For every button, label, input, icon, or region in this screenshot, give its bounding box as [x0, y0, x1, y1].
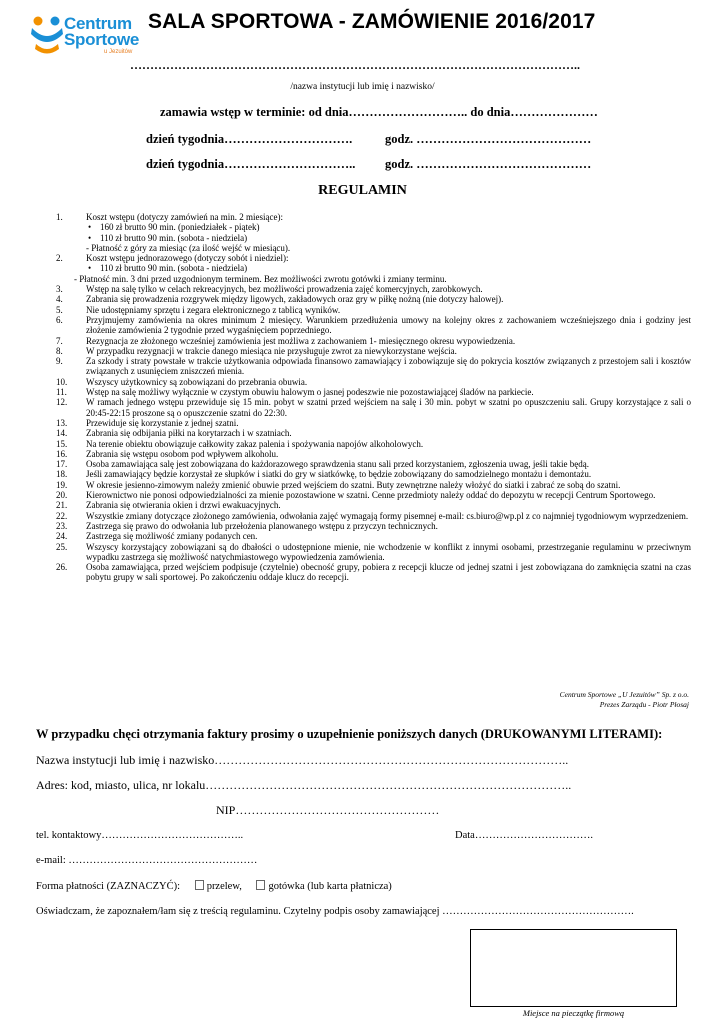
- rule-item: [56, 377, 691, 387]
- rule-text: Koszt wstępu jednorazowego (dotyczy sobót i niedziel):: [86, 253, 289, 264]
- logo-text-sub: u Jezuitów: [104, 49, 133, 55]
- payment-cash-label: gotówka (lub karta płatnicza): [268, 881, 392, 892]
- rule-text: Rezygnacja ze złożonego wcześniej zamówienia jest możliwa z zachowaniem 1- miesięcznego okresu wypowiedzenia.: [86, 335, 516, 346]
- regulamin-list: [56, 212, 691, 583]
- stamp-box[interactable]: [470, 929, 677, 1007]
- stamp-label: Miejsce na pieczątkę firmową: [522, 1008, 625, 1018]
- rule-item: [56, 356, 691, 377]
- logo-text-centrum: Centrum: [64, 14, 132, 33]
- rule-item: [56, 294, 691, 304]
- rule-item: [56, 490, 691, 500]
- rule-text: Zabrania się odbijania piłki na korytarzach i w szatniach.: [86, 428, 292, 439]
- page-title: SALA SPORTOWA - ZAMÓWIENIE 2016/2017: [148, 10, 596, 33]
- rule-number: 7.: [56, 335, 63, 346]
- rule-number: 19.: [56, 479, 68, 490]
- rule-number: 3.: [56, 284, 63, 295]
- rule-number: 18.: [56, 469, 68, 480]
- rule-text: Wszyscy użytkownicy są zobowiązani do przebrania obuwia.: [86, 376, 308, 387]
- term-field[interactable]: zamawia wstęp w terminie: od dnia……………………….. do dnia…………………: [160, 105, 598, 119]
- rule-item: [56, 480, 691, 490]
- rule-number: 22.: [56, 510, 68, 521]
- rule-item: [56, 397, 691, 418]
- rule-text: Zastrzega się prawo do odwołania lub przełożenia planowanego wstępu z przyczyn technicznych.: [86, 520, 438, 531]
- invoice-address-field[interactable]: Adres: kod, miasto, ulica, nr lokalu………………………………………………………………………………..: [36, 778, 572, 792]
- regulamin-title: REGULAMIN: [318, 183, 407, 198]
- payment-method-label: Forma płatności (ZAZNACZYĆ):: [36, 881, 181, 892]
- rule-text: Przyjmujemy zamówienia na okres minimum 2 miesięcy. Warunkiem przedłużenia umowy na kolejny okres z zachowaniem wcześniejszego dnia i godziny jest złożenie zamówienia 2 tygodnie przed wygaśnięciem poprzedniego.: [86, 314, 691, 336]
- rule-number: 26.: [56, 562, 68, 573]
- rule-item: [56, 459, 691, 469]
- rule-text: Na terenie obiektu obowiązuje całkowity zakaz palenia i spożywania napojów alkoholowych.: [86, 438, 424, 449]
- weekday-field-2[interactable]: dzień tygodnia…………………………..: [146, 157, 356, 171]
- rule-number: 12.: [56, 397, 68, 408]
- rule-number: 21.: [56, 500, 68, 511]
- logo-text-sportowe: Sportowe: [64, 30, 140, 49]
- rule-text: Przewiduje się korzystanie z jednej szatni.: [86, 417, 239, 428]
- rule-text: Osoba zamawiająca, przed wejściem podpisuje (czytelnie) obecność grupy, pobiera z recepcji klucze od jednej szatni i jest zobowiązana do zamknięcia szatni na czas pobytu grupy w sali sportowej. Po zakończeniu oddaje klucz do recepcji.: [86, 562, 691, 583]
- rule-number: 15.: [56, 438, 68, 449]
- rule-item: [56, 346, 691, 356]
- rule-number: 1.: [56, 212, 63, 222]
- rule-text: Zabrania się prowadzenia rozgrywek między ligowych, zakładowych oraz gry w piłkę nożną (nie dotyczy halowej).: [86, 294, 504, 305]
- rule-number: 4.: [56, 294, 63, 305]
- rule-item: [56, 253, 691, 263]
- signature-person: Prezes Zarządu - Piotr Płosaj: [599, 700, 689, 709]
- rule-item: [56, 284, 691, 294]
- rule-text: Wstęp na salę tylko w celach rekreacyjnych, bez możliwości prowadzenia zajęć komercyjnych, zarobkowych.: [86, 284, 483, 295]
- rule-text: Zastrzega się możliwość zmiany podanych cen.: [86, 531, 258, 542]
- time-field-2[interactable]: godz. ……………………………………: [385, 157, 592, 171]
- rule-item: [56, 315, 691, 336]
- rule-item: [56, 449, 691, 459]
- weekday-field-1[interactable]: dzień tygodnia………………………….: [146, 132, 353, 146]
- invoice-email-field[interactable]: e-mail: ………………………………………………: [36, 855, 258, 866]
- rule-text: Wszyscy korzystający zobowiązani są do dbałości o udostępnione mienie, nie wchodzenie w konflikt z innymi osobami, przestrzeganie regulaminu w przeciwnym wypadku zastrzega się możliwość natychmiastowego wypowiedzenia zamówienia.: [86, 541, 691, 562]
- rule-number: 9.: [56, 356, 63, 367]
- rule-number: 16.: [56, 448, 68, 459]
- rule-text: Za szkody i straty powstałe w trakcie użytkowania odpowiada finansowo zamawiający i zobowiązuje się do pokrycia kosztów związanych z przestojem sali i kosztów związanych z usunięciem zniszczeń mienia.: [86, 356, 691, 377]
- rule-number: 8.: [56, 345, 63, 356]
- rule-number: 25.: [56, 541, 68, 552]
- rule-subitem: • 160 zł brutto 90 min. (poniedziałek - piątek): [56, 222, 691, 232]
- rule-note: - Płatność z góry za miesiąc (za ilość wejść w miesiącu).: [86, 242, 291, 253]
- logo-figure-icon: [30, 14, 64, 56]
- time-field-1[interactable]: godz. ……………………………………: [385, 132, 592, 146]
- institution-name-field[interactable]: …………………………………………………………………………………………………..: [130, 58, 580, 72]
- institution-name-caption: /nazwa instytucji lub imię i nazwisko/: [290, 82, 435, 92]
- rule-text: W ramach jednego wstępu przewiduje się 15 min. pobyt w szatni przed wejściem na salę i 30 min. pobyt w szatni po opuszczeniu sali. Grupy korzystające z sali o 20:45-22:15 proszone są o opuszczenie szatni do 22:30.: [86, 397, 691, 418]
- rule-item: [56, 387, 691, 397]
- rule-text: Zabrania się otwierania okien i drzwi ewakuacyjnych.: [86, 500, 281, 511]
- rule-number: 2.: [56, 253, 63, 264]
- rule-number: 10.: [56, 376, 68, 387]
- rule-text: W przypadku rezygnacji w trakcie danego miesiąca nie przysługuje zwrot za niewykorzystane wejścia.: [86, 345, 457, 356]
- rule-text: Zabrania się wstępu osobom pod wpływem alkoholu.: [86, 448, 279, 459]
- rule-text: Koszt wstępu (dotyczy zamówień na min. 2 miesiące):: [86, 212, 283, 222]
- rule-item: [56, 439, 691, 449]
- declaration-signature-field[interactable]: Oświadczam, że zapoznałem/łam się z treścią regulaminu. Czytelny podpis osoby zamawiającej ……………………………………………….: [36, 906, 634, 917]
- rule-subitem: • 110 zł brutto 90 min. (sobota - niedziela): [56, 263, 691, 273]
- payment-transfer-label: przelew,: [206, 881, 242, 892]
- rule-note: - Płatność min. 3 dni przed uzgodnionym terminem. Bez możliwości zwrotu gotówki i zmiany terminu.: [74, 273, 447, 284]
- rule-item: [56, 212, 691, 222]
- invoice-nip-field[interactable]: NIP……………………………………………: [216, 803, 440, 817]
- rule-number: 17.: [56, 459, 68, 470]
- rule-item: [56, 511, 691, 521]
- rule-number: 11.: [56, 387, 67, 398]
- rule-item: [56, 305, 691, 315]
- rule-number: 24.: [56, 531, 68, 542]
- invoice-phone-field[interactable]: tel. kontaktowy…………………………………..: [36, 830, 244, 841]
- rule-number: 13.: [56, 417, 68, 428]
- rule-text: Kierownictwo nie ponosi odpowiedzialności za mienie pozostawione w szatni. Cenne przedmioty należy oddać do depozytu w recepcji Centrum Sportowego.: [86, 490, 656, 501]
- invoice-date-field[interactable]: Data…………………………….: [455, 830, 593, 841]
- signature-company: Centrum Sportowe „U Jezuitów” Sp. z o.o.: [559, 690, 689, 699]
- rule-item: [56, 418, 691, 428]
- rule-number: 20.: [56, 490, 68, 501]
- rule-item: [56, 469, 691, 479]
- rule-text: Nie udostępniamy sprzętu i zegara elektronicznego z tablicą wyników.: [86, 304, 341, 315]
- signature-block: [560, 690, 689, 710]
- payment-cash-checkbox[interactable]: [256, 880, 265, 890]
- rule-subitem: • 110 zł brutto 90 min. (sobota - niedziela): [56, 233, 691, 243]
- rule-item: [56, 500, 691, 510]
- rule-item: [56, 562, 691, 583]
- rule-item: [56, 428, 691, 438]
- invoice-heading: W przypadku chęci otrzymania faktury prosimy o uzupełnienie poniższych danych (DRUKOWANYMI LITERAMI):: [36, 727, 663, 741]
- logo: [30, 14, 140, 58]
- payment-transfer-checkbox[interactable]: [195, 880, 204, 890]
- rule-item: [56, 531, 691, 541]
- rule-text: Osoba zamawiająca salę jest zobowiązana do każdorazowego sprawdzenia stanu sali przed korzystaniem, zgłoszenia uwag, jeśli takie będą.: [86, 459, 590, 470]
- invoice-name-field[interactable]: Nazwa instytucji lub imię i nazwisko……………………………………………………………………………..: [36, 753, 569, 767]
- payment-method-row: [36, 880, 392, 892]
- rule-text: W okresie jesienno-zimowym należy zmienić obuwie przed wejściem do szatni. Buty zewnętrzne należy włożyć do siatki i zabrać ze sobą do szatni.: [86, 479, 621, 490]
- rule-text: Jeśli zamawiający będzie korzystał ze słupków i siatki do gry w siatkówkę, to będzie zobowiązany do samodzielnego montażu i demontażu.: [86, 469, 592, 480]
- rule-item: [56, 336, 691, 346]
- rule-text: Wstęp na salę możliwy wyłącznie w czystym obuwiu halowym o jasnej podeszwie nie pozostawiającej śladów na parkiecie.: [86, 387, 534, 398]
- rule-number: 23.: [56, 520, 68, 531]
- rule-number: 6.: [56, 314, 63, 325]
- rule-item: [56, 521, 691, 531]
- rule-item: [56, 542, 691, 563]
- rule-text: Wszystkie zmiany dotyczące złożonego zamówienia, odwołania zajęć wymagają formy pisemnej e-mail: cs.biuro@wp.pl z co najmniej tygodniowym wyprzedzeniem.: [86, 510, 689, 521]
- rule-number: 5.: [56, 304, 63, 315]
- rule-number: 14.: [56, 428, 68, 439]
